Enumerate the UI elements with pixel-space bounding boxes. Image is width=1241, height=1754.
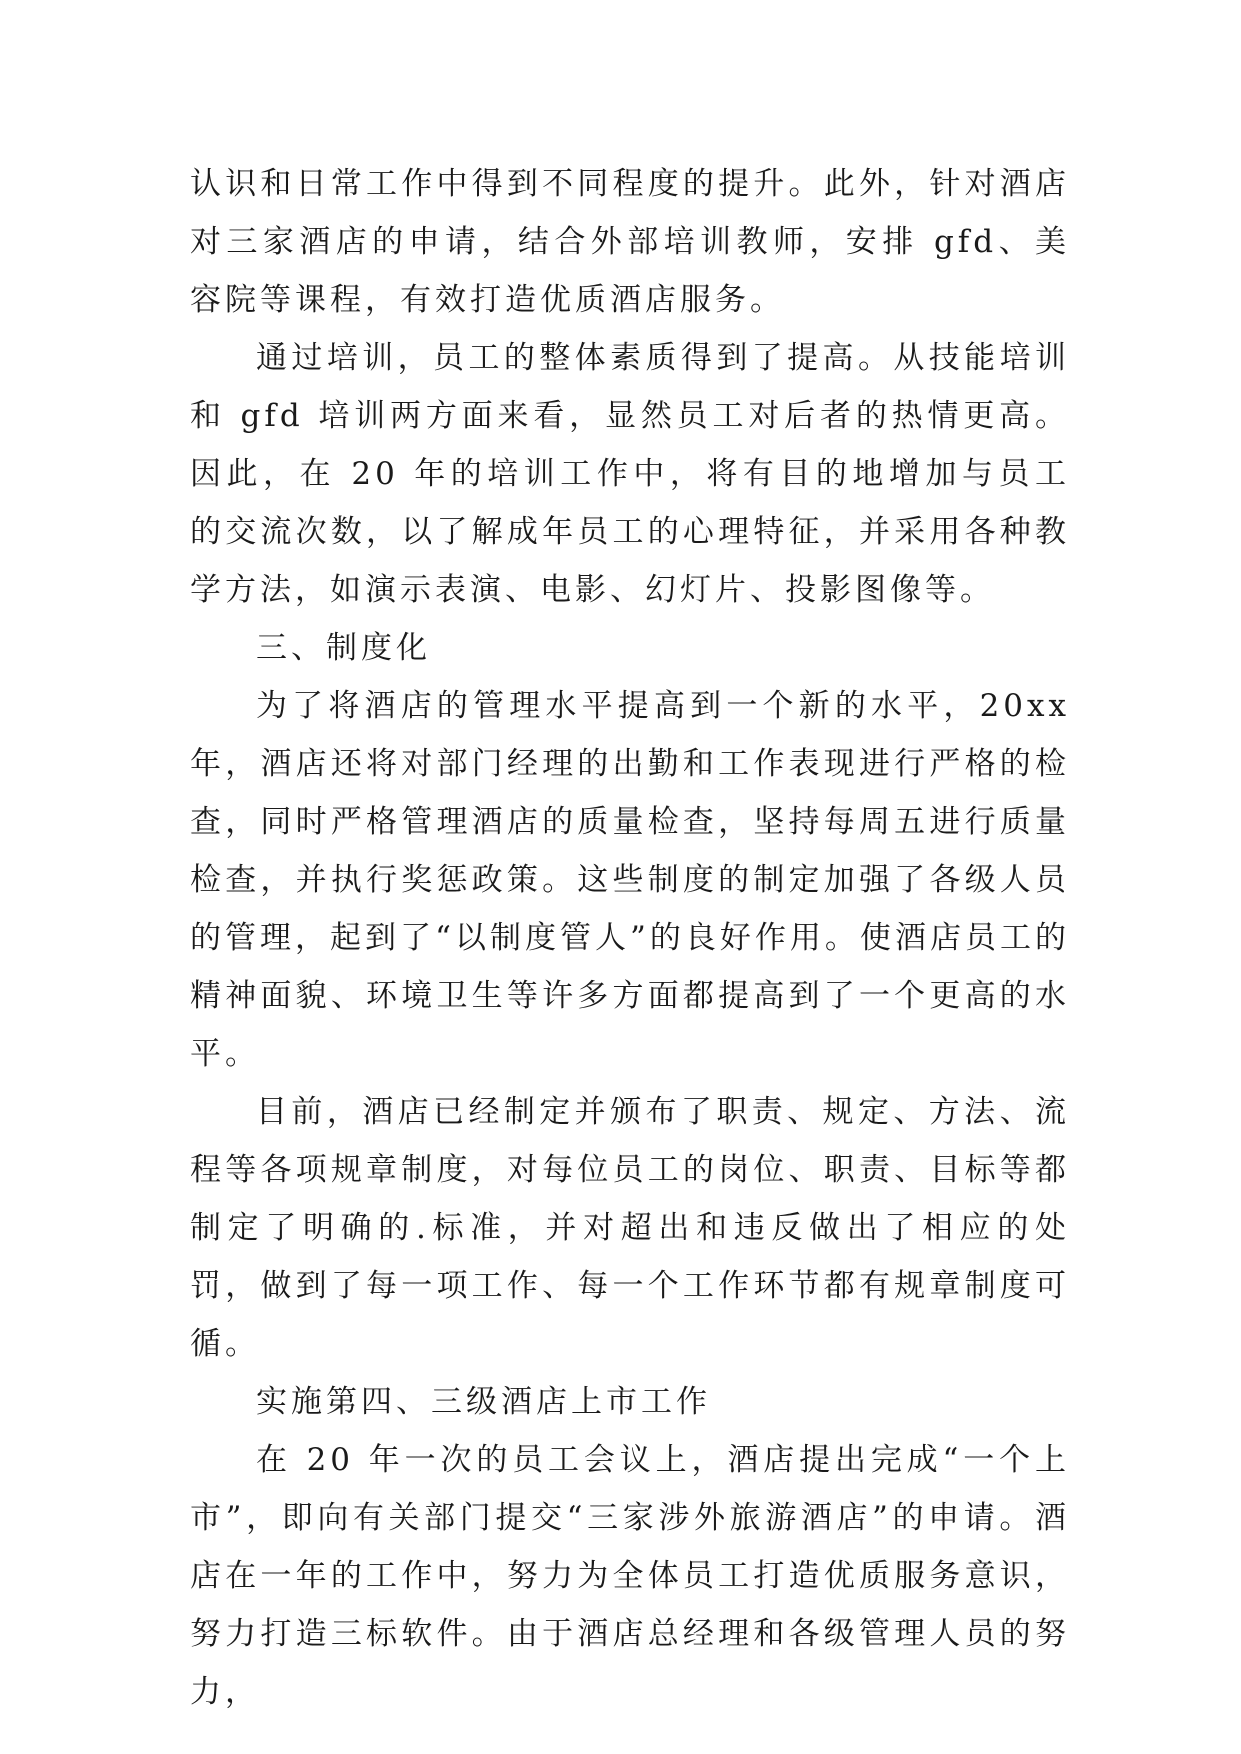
document-body (190, 155, 1070, 1721)
paragraph-management-level: 为了将酒店的管理水平提高到一个新的水平，20xx 年，酒店还将对部门经理的出勤和工作表现进行严格的检查，同时严格管理酒店的质量检查，坚持每周五进行质量检查，并执行奖惩政策。这些制度的制定加强了各级人员的管理，起到了“以制度管人”的良好作用。使酒店员工的精神面貌、环境卫生等许多方面都提高到了一个更高的水平。 (190, 688, 1070, 1072)
section-heading-hotel-listing: 实施第四、三级酒店上市工作 (256, 1384, 711, 1420)
paragraph-training-results: 通过培训，员工的整体素质得到了提高。从技能培训和 gfd 培训两方面来看，显然员工对后者的热情更高。因此，在 20 年的培训工作中，将有目的地增加与员工的交流次数，以了解成年员工的心理特征，并采用各种教学方法，如演示表演、电影、幻灯片、投影图像等。 (190, 340, 1070, 608)
paragraph-continuation: 认识和日常工作中得到不同程度的提升。此外，针对酒店对三家酒店的申请，结合外部培训教师，安排 gfd、美容院等课程，有效打造优质酒店服务。 (190, 166, 1070, 318)
paragraph-staff-meeting: 在 20 年一次的员工会议上，酒店提出完成“一个上市”，即向有关部门提交“三家涉外旅游酒店”的申请。酒店在一年的工作中，努力为全体员工打造优质服务意识，努力打造三标软件。由于酒店总经理和各级管理人员的努力， (190, 1442, 1070, 1710)
section-heading-institutionalization: 三、制度化 (256, 630, 431, 666)
paragraph-rules-and-regulations: 目前，酒店已经制定并颁布了职责、规定、方法、流程等各项规章制度，对每位员工的岗位、职责、目标等都制定了明确的.标准，并对超出和违反做出了相应的处罚，做到了每一项工作、每一个工作环节都有规章制度可循。 (190, 1094, 1070, 1362)
